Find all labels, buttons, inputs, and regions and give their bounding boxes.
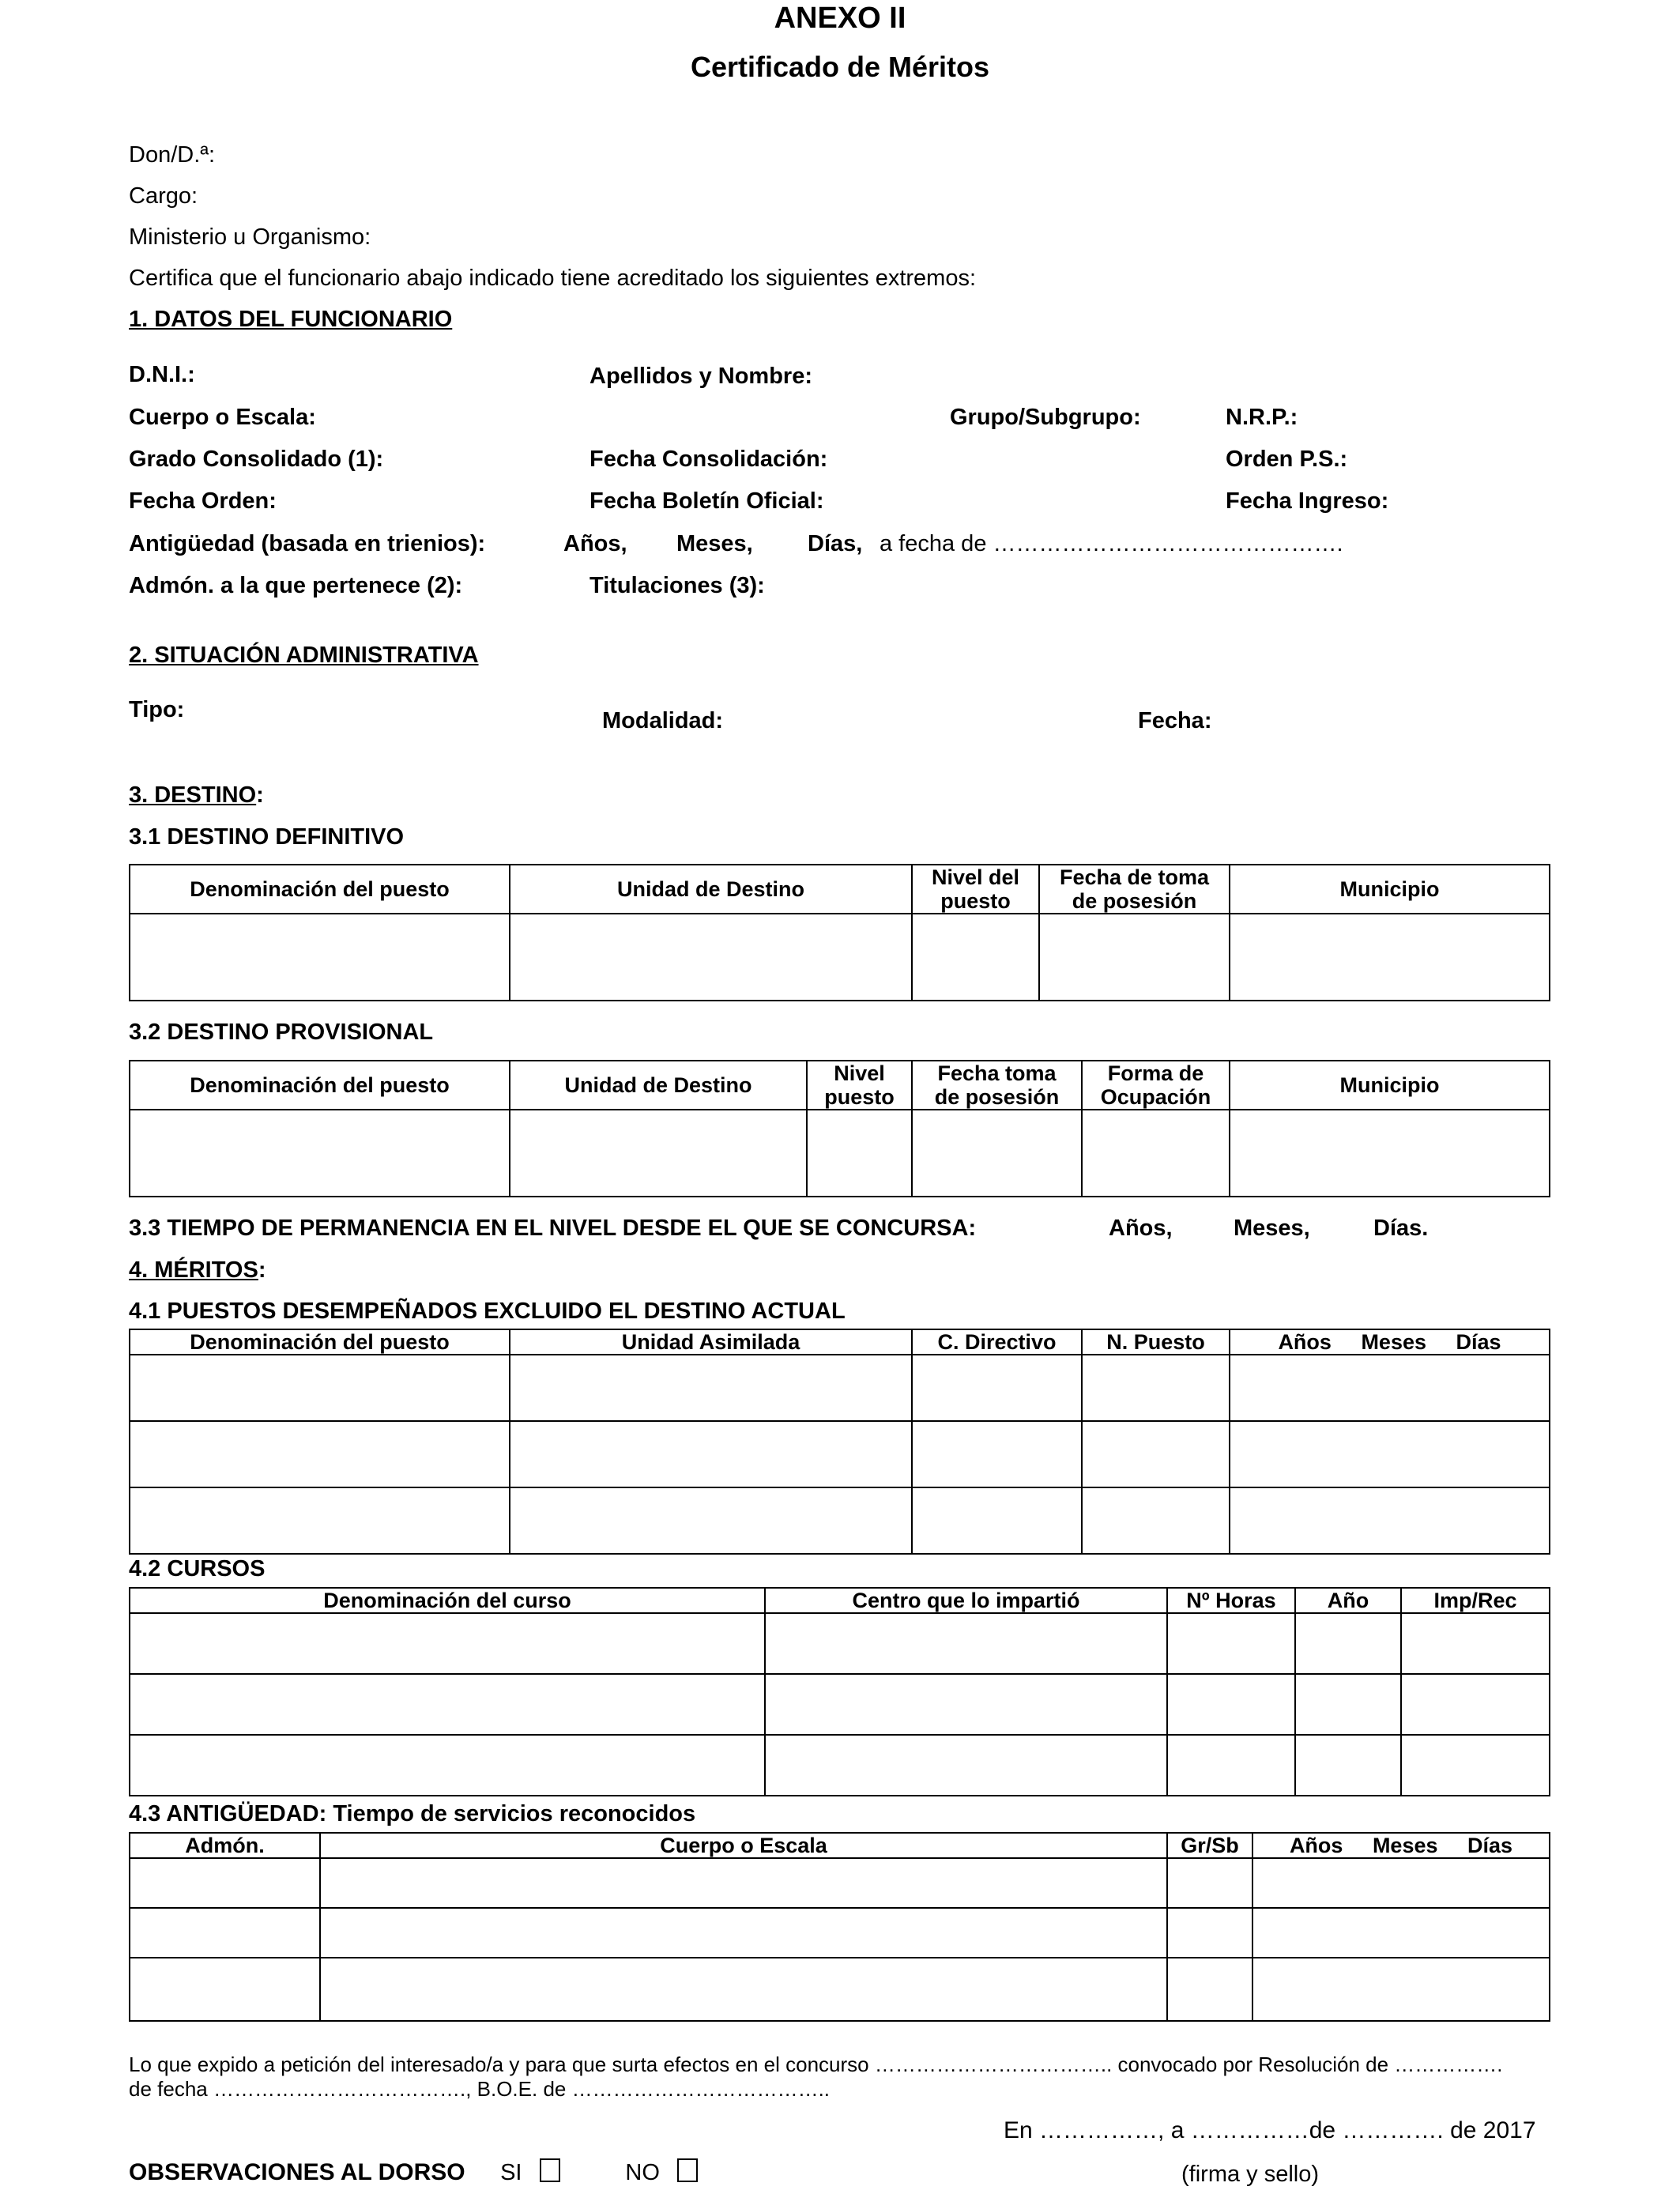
table-cell [1230,914,1550,1001]
table-cell [765,1613,1167,1674]
permanencia-anos: Años, [1109,1216,1173,1241]
section-4-heading [129,1257,266,1284]
expido-text-line1: Lo que expido a petición del interesado/a y para que surta efectos en el concurso …………………………….. convocado por Resolución de ……………. [129,2053,1503,2076]
document-title: Certificado de Méritos [690,51,990,83]
table-header: Nº Horas [1167,1588,1295,1613]
tipo-label: Tipo: [129,697,185,722]
table-cell [1252,1958,1550,2021]
table-cell [130,914,510,1001]
section-3-heading-text: 3. DESTINO [129,782,257,808]
table-cell [1167,1958,1252,2021]
table-cell [510,914,912,1001]
table-cell [765,1674,1167,1735]
cursos-table [129,1587,1550,1796]
destino-definitivo-table [129,864,1550,1001]
table-cell [1039,914,1230,1001]
permanencia-label: 3.3 TIEMPO DE PERMANENCIA EN EL NIVEL DESDE EL QUE SE CONCURSA: [129,1216,977,1241]
table-header: Cuerpo o Escala [320,1833,1167,1858]
fecha-boletin-label: Fecha Boletín Oficial: [590,488,824,514]
cursos-heading: 4.2 CURSOS [129,1556,266,1581]
section-4-heading-text: 4. MÉRITOS [129,1257,258,1283]
table-cell [1401,1735,1550,1796]
no-checkbox[interactable] [677,2158,698,2182]
firma-label: (firma y sello) [1181,2162,1320,2187]
annex-title: ANEXO II [774,2,906,35]
table-header: C. Directivo [912,1329,1082,1355]
antiguedad-meses: Meses, [676,531,753,556]
table-cell [1167,1613,1295,1674]
observaciones-row [129,2158,698,2186]
fecha-ingreso-label: Fecha Ingreso: [1226,488,1389,514]
table-cell [1230,1355,1550,1421]
apellidos-label: Apellidos y Nombre: [590,364,812,389]
puestos-heading: 4.1 PUESTOS DESEMPEÑADOS EXCLUIDO EL DESTINO ACTUAL [129,1299,846,1324]
table-cell [130,1674,765,1735]
grado-label: Grado Consolidado (1): [129,447,384,472]
lugar-fecha-line: En ……………, a ……………de …………. de 2017 [1004,2117,1536,2143]
destino-provisional-table [129,1060,1550,1197]
table-cell [130,1110,510,1197]
table-cell [130,1735,765,1796]
table-header: Admón. [130,1833,320,1858]
observaciones-label: OBSERVACIONES AL DORSO [129,2159,465,2185]
si-checkbox[interactable] [540,2158,560,2182]
table-cell [1230,1487,1550,1554]
table-cell [1401,1674,1550,1735]
titulaciones-label: Titulaciones (3): [590,573,765,598]
fecha-situacion-label: Fecha: [1138,708,1212,733]
table-header: Años Meses Días [1230,1329,1550,1355]
expido-text-line2: de fecha ………………………………., B.O.E. de ……………………………….. [129,2077,831,2101]
nrp-label: N.R.P.: [1226,405,1298,430]
antiguedad-dias: Días, [808,531,863,556]
table-cell [1295,1735,1401,1796]
table-cell [1082,1421,1230,1487]
table-header: N. Puesto [1082,1329,1230,1355]
table-header: Unidad Asimilada [510,1329,912,1355]
table-cell [1252,1908,1550,1958]
section-3-colon: : [256,782,264,808]
cuerpo-label: Cuerpo o Escala: [129,405,316,430]
section-2-heading: 2. SITUACIÓN ADMINISTRATIVA [129,643,479,668]
table-cell [912,1421,1082,1487]
table-cell [912,1487,1082,1554]
grupo-label: Grupo/Subgrupo: [950,405,1141,430]
permanencia-dias: Días. [1373,1216,1429,1241]
puestos-table [129,1329,1550,1555]
antiguedad-anos: Años, [563,531,627,556]
table-cell [1082,1110,1230,1197]
cargo-label: Cargo: [129,183,198,209]
orden-ps-label: Orden P.S.: [1226,447,1348,472]
modalidad-label: Modalidad: [602,708,724,733]
table-header: Años Meses Días [1252,1833,1550,1858]
table-cell [1295,1613,1401,1674]
table-cell [130,1908,320,1958]
table-cell [130,1421,510,1487]
table-cell [130,1858,320,1908]
table-cell [912,914,1039,1001]
table-header: Denominación del puesto [130,1061,510,1110]
table-header: Nivel del puesto [912,865,1039,914]
table-cell [1167,1735,1295,1796]
table-header: Municipio [1230,1061,1550,1110]
permanencia-meses: Meses, [1234,1216,1310,1241]
table-cell [130,1613,765,1674]
table-header: Fecha de toma de posesión [1039,865,1230,914]
table-header: Fecha toma de posesión [912,1061,1082,1110]
table-cell [1401,1613,1550,1674]
table-cell [510,1487,912,1554]
section-3-heading [129,782,264,809]
table-cell [1082,1355,1230,1421]
destino-provisional-heading: 3.2 DESTINO PROVISIONAL [129,1020,434,1045]
section-1-heading: 1. DATOS DEL FUNCIONARIO [129,307,453,332]
table-header: Gr/Sb [1167,1833,1252,1858]
table-header: Denominación del puesto [130,865,510,914]
dni-label: D.N.I.: [129,362,195,387]
table-header: Forma de Ocupación [1082,1061,1230,1110]
table-header: Municipio [1230,865,1550,914]
table-cell [320,1908,1167,1958]
table-cell [1167,1674,1295,1735]
table-cell [765,1735,1167,1796]
table-header: Denominación del curso [130,1588,765,1613]
table-cell [1252,1858,1550,1908]
table-cell [510,1110,807,1197]
table-header: Nivel puesto [807,1061,912,1110]
fecha-consolidacion-label: Fecha Consolidación: [590,447,828,472]
table-cell [1295,1674,1401,1735]
table-cell [1167,1858,1252,1908]
certifica-text: Certifica que el funcionario abajo indicado tiene acreditado los siguientes extremos: [129,266,977,291]
table-cell [1082,1487,1230,1554]
table-cell [1230,1110,1550,1197]
table-cell [320,1958,1167,2021]
antiguedad-servicios-heading: 4.3 ANTIGÜEDAD: Tiempo de servicios reconocidos [129,1801,696,1826]
admon-label: Admón. a la que pertenece (2): [129,573,463,598]
table-cell [320,1858,1167,1908]
no-label: NO [625,2160,660,2185]
fecha-orden-label: Fecha Orden: [129,488,277,514]
destino-definitivo-heading: 3.1 DESTINO DEFINITIVO [129,824,405,850]
table-cell [1167,1908,1252,1958]
antiguedad-label: Antigüedad (basada en trienios): [129,531,486,556]
table-header: Año [1295,1588,1401,1613]
table-header: Imp/Rec [1401,1588,1550,1613]
table-header: Unidad de Destino [510,865,912,914]
table-cell [130,1355,510,1421]
don-label: Don/D.ª: [129,142,216,168]
table-header: Denominación del puesto [130,1329,510,1355]
ministerio-label: Ministerio u Organismo: [129,224,371,250]
table-header: Centro que lo impartió [765,1588,1167,1613]
table-cell [912,1110,1082,1197]
antiguedad-table [129,1832,1550,2022]
table-cell [510,1355,912,1421]
table-cell [510,1421,912,1487]
table-cell [130,1958,320,2021]
table-cell [807,1110,912,1197]
section-4-colon: : [258,1257,266,1283]
si-label: SI [500,2160,522,2185]
table-cell [130,1487,510,1554]
table-cell [1230,1421,1550,1487]
antiguedad-fecha: a fecha de ………………………………………. [880,531,1343,556]
table-cell [912,1355,1082,1421]
table-header: Unidad de Destino [510,1061,807,1110]
